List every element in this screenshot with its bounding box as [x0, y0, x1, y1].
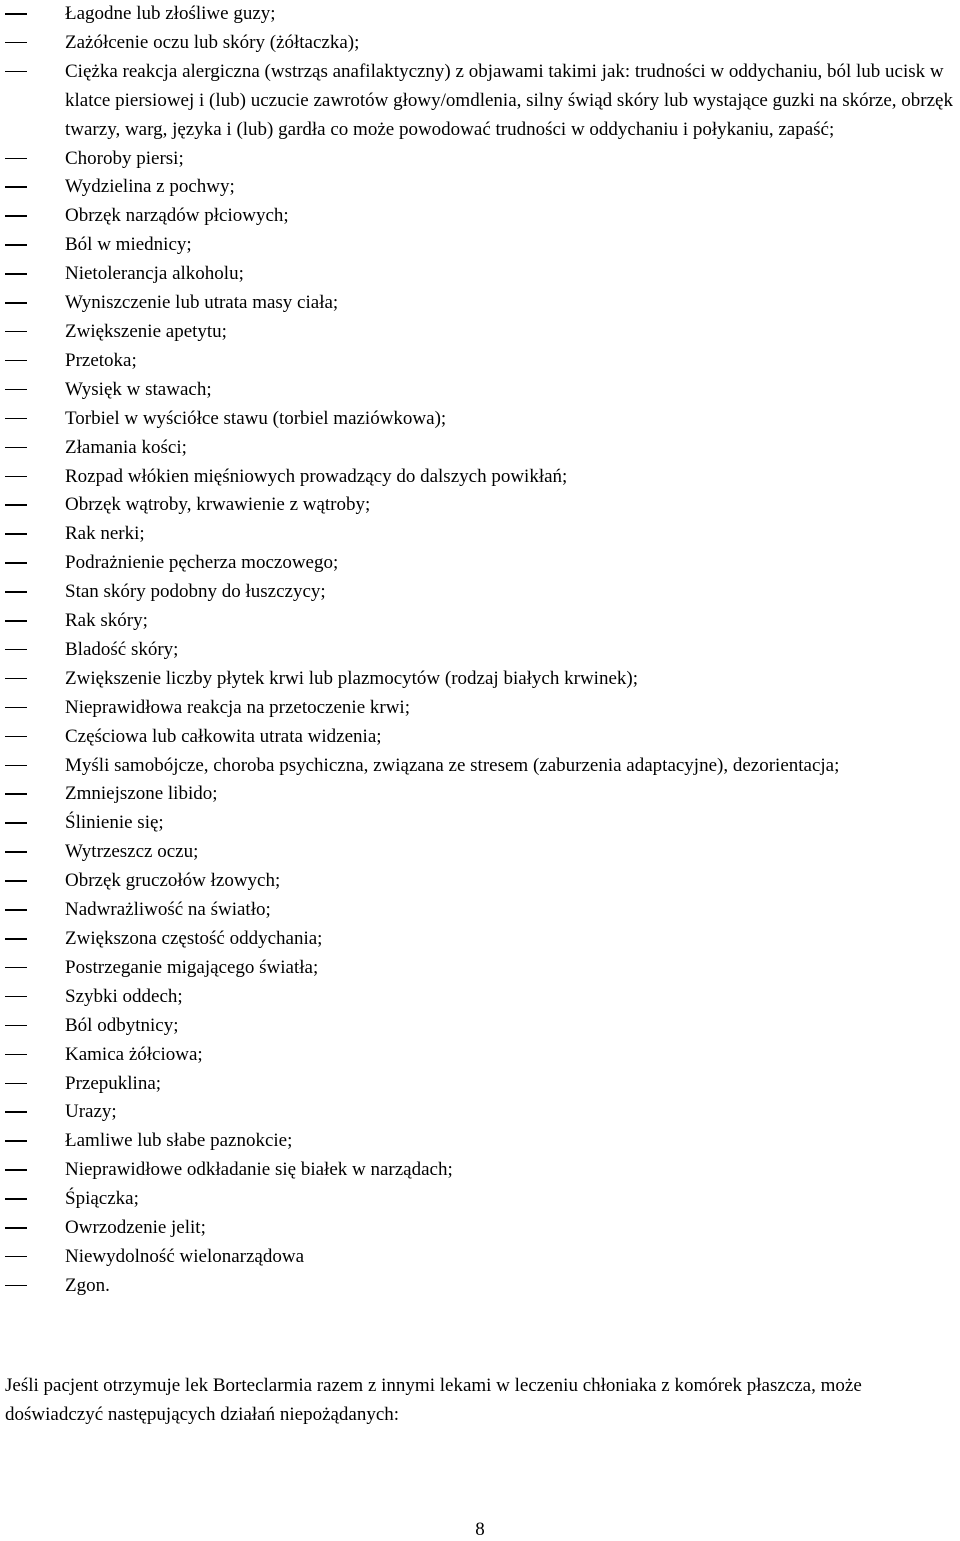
list-item	[0, 636, 960, 665]
list-item-text: Szybki oddech;	[65, 985, 183, 1007]
list-item	[0, 1214, 960, 1243]
list-item	[0, 954, 960, 983]
list-item-text: Śpiączka;	[65, 1188, 139, 1210]
dash-bullet-icon	[5, 418, 27, 420]
dash-bullet-icon	[5, 244, 27, 246]
list-item-text: Nieprawidłowa reakcja na przetoczenie krwi;	[65, 696, 410, 718]
list-item-text: Obrzęk gruczołów łzowych;	[65, 870, 281, 892]
dash-bullet-icon	[5, 302, 27, 304]
dash-bullet-icon	[5, 562, 27, 564]
list-item	[0, 145, 960, 174]
list-item	[0, 29, 960, 58]
dash-bullet-icon	[5, 1140, 27, 1142]
dash-bullet-icon	[5, 533, 27, 535]
list-item	[0, 0, 960, 29]
list-item-text: Wytrzeszcz oczu;	[65, 841, 199, 863]
dash-bullet-icon	[5, 649, 27, 651]
dash-bullet-icon	[5, 360, 27, 362]
list-item-text: Częściowa lub całkowita utrata widzenia;	[65, 725, 382, 747]
list-item	[0, 752, 960, 781]
list-item	[0, 1127, 960, 1156]
list-item-text: Zwiększona częstość oddychania;	[65, 928, 323, 949]
list-item-text: Niewydolność wielonarządowa	[65, 1245, 305, 1267]
dash-bullet-icon	[5, 678, 27, 680]
list-item	[0, 58, 960, 145]
list-item	[0, 1243, 960, 1272]
list-item	[0, 318, 960, 347]
list-item-text: Zgon.	[65, 1274, 110, 1296]
list-item-text: Choroby piersi;	[65, 147, 184, 169]
dash-bullet-icon	[5, 331, 27, 333]
dash-bullet-icon	[5, 1227, 27, 1229]
dash-bullet-icon	[5, 504, 27, 506]
dash-bullet-icon	[5, 967, 27, 969]
dash-bullet-icon	[5, 186, 27, 188]
list-item-text: Rak nerki;	[65, 523, 145, 545]
dash-bullet-icon	[5, 765, 27, 767]
intro-paragraph: Jeśli pacjent otrzymuje lek Borteclarmia razem z innymi lekami w leczeniu chłoniaka z komórek płaszcza, może doświadczyć następujących działań niepożądanych:	[5, 1375, 862, 1425]
dash-bullet-icon	[5, 909, 27, 911]
list-item	[0, 925, 960, 954]
list-item	[0, 780, 960, 809]
list-item	[0, 434, 960, 463]
list-item-text: Postrzeganie migającego światła;	[65, 956, 319, 978]
list-item	[0, 260, 960, 289]
list-item	[0, 1272, 960, 1301]
list-item	[0, 1012, 960, 1041]
list-item	[0, 549, 960, 578]
list-item-text: Obrzęk wątroby, krwawienie z wątroby;	[65, 494, 371, 516]
list-item	[0, 983, 960, 1012]
list-item	[0, 202, 960, 231]
list-item	[0, 347, 960, 376]
dash-bullet-icon	[5, 447, 27, 449]
dash-bullet-icon	[5, 938, 27, 940]
list-item	[0, 578, 960, 607]
dash-bullet-icon	[5, 880, 27, 882]
dash-bullet-icon	[5, 476, 27, 478]
list-item-text: Torbiel w wyściółce stawu (torbiel maziówkowa);	[65, 407, 447, 429]
dash-bullet-icon	[5, 389, 27, 391]
list-item	[0, 607, 960, 636]
dash-bullet-icon	[5, 793, 27, 795]
dash-bullet-icon	[5, 215, 27, 217]
list-item	[0, 491, 960, 520]
list-item-text: Myśli samobójcze, choroba psychiczna, związana ze stresem (zaburzenia adaptacyjne), dezorientacja;	[65, 754, 840, 776]
list-item-text: Owrzodzenie jelit;	[65, 1217, 206, 1239]
list-item	[0, 665, 960, 694]
dash-bullet-icon	[5, 822, 27, 824]
list-item	[0, 405, 960, 434]
list-item	[0, 1156, 960, 1185]
list-item-text: Zmniejszone libido;	[65, 783, 218, 805]
list-item	[0, 1070, 960, 1099]
list-item-text: Ból odbytnicy;	[65, 1014, 179, 1036]
list-item-text: Obrzęk narządów płciowych;	[65, 205, 289, 227]
dash-bullet-icon	[5, 1025, 27, 1027]
list-item-text: Łagodne lub złośliwe guzy;	[65, 3, 276, 24]
dash-bullet-icon	[5, 1198, 27, 1200]
dash-bullet-icon	[5, 707, 27, 709]
dash-bullet-icon	[5, 620, 27, 622]
list-item	[0, 838, 960, 867]
dash-bullet-icon	[5, 736, 27, 738]
list-item-text: Łamliwe lub słabe paznokcie;	[65, 1130, 293, 1152]
list-item-text: Zażółcenie oczu lub skóry (żółtaczka);	[65, 31, 360, 53]
list-item	[0, 173, 960, 202]
list-item-text: Zwiększenie liczby płytek krwi lub plazmocytów (rodzaj białych krwinek);	[65, 667, 638, 689]
list-item-text: Ciężka reakcja alergiczna (wstrząs anafilaktyczny) z objawami takimi jak: trudności w oddychaniu, ból lub ucisk w klatce piersiowej i (lub) uczucie zawrotów głowy/omdlenia, silny świąd skóry lub wystające guzki na skórze, obrzęk twarzy, warg, języka i (lub) gardła co może powodować trudności w oddychaniu i połykaniu, zapaść;	[65, 60, 953, 140]
dash-bullet-icon	[5, 273, 27, 275]
list-item-text: Rozpad włókien mięśniowych prowadzący do dalszych powikłań;	[65, 465, 568, 487]
list-item	[0, 723, 960, 752]
page-number: 8	[475, 1519, 485, 1540]
list-item	[0, 1041, 960, 1070]
list-item-text: Ból w miednicy;	[65, 234, 192, 256]
dash-bullet-icon	[5, 1169, 27, 1171]
list-item	[0, 867, 960, 896]
list-item-text: Bladość skóry;	[65, 638, 179, 660]
dash-bullet-icon	[5, 1111, 27, 1113]
list-item-text: Rak skóry;	[65, 610, 148, 632]
list-item-text: Nadwrażliwość na światło;	[65, 899, 271, 921]
dash-bullet-icon	[5, 13, 27, 15]
list-item	[0, 896, 960, 925]
list-item-text: Wyniszczenie lub utrata masy ciała;	[65, 292, 339, 314]
dash-bullet-icon	[5, 851, 27, 853]
list-item-text: Przetoka;	[65, 349, 137, 371]
list-item	[0, 694, 960, 723]
dash-bullet-icon	[5, 71, 27, 73]
list-item-text: Nietolerancja alkoholu;	[65, 263, 244, 285]
list-item-text: Podrażnienie pęcherza moczowego;	[65, 552, 339, 574]
list-item-text: Urazy;	[65, 1101, 117, 1123]
list-item-text: Kamica żółciowa;	[65, 1043, 203, 1065]
list-item	[0, 809, 960, 838]
dash-bullet-icon	[5, 1285, 27, 1287]
list-item	[0, 231, 960, 260]
list-item	[0, 463, 960, 492]
dash-bullet-icon	[5, 996, 27, 998]
dash-bullet-icon	[5, 42, 27, 44]
list-item-text: Stan skóry podobny do łuszczycy;	[65, 581, 326, 603]
dash-bullet-icon	[5, 1256, 27, 1258]
list-item-text: Przepuklina;	[65, 1072, 162, 1094]
list-item-text: Nieprawidłowe odkładanie się białek w narządach;	[65, 1159, 453, 1181]
list-item-text: Złamania kości;	[65, 436, 187, 458]
dash-bullet-icon	[5, 1083, 27, 1085]
list-item	[0, 520, 960, 549]
list-item	[0, 1098, 960, 1127]
dash-bullet-icon	[5, 591, 27, 593]
list-item-text: Wysięk w stawach;	[65, 378, 212, 400]
dash-bullet-icon	[5, 1054, 27, 1056]
list-item	[0, 289, 960, 318]
list-item	[0, 1185, 960, 1214]
list-item-text: Wydzielina z pochwy;	[65, 176, 235, 198]
list-item-text: Ślinienie się;	[65, 812, 164, 834]
dash-bullet-icon	[5, 158, 27, 160]
list-item	[0, 376, 960, 405]
list-item-text: Zwiększenie apetytu;	[65, 320, 227, 342]
